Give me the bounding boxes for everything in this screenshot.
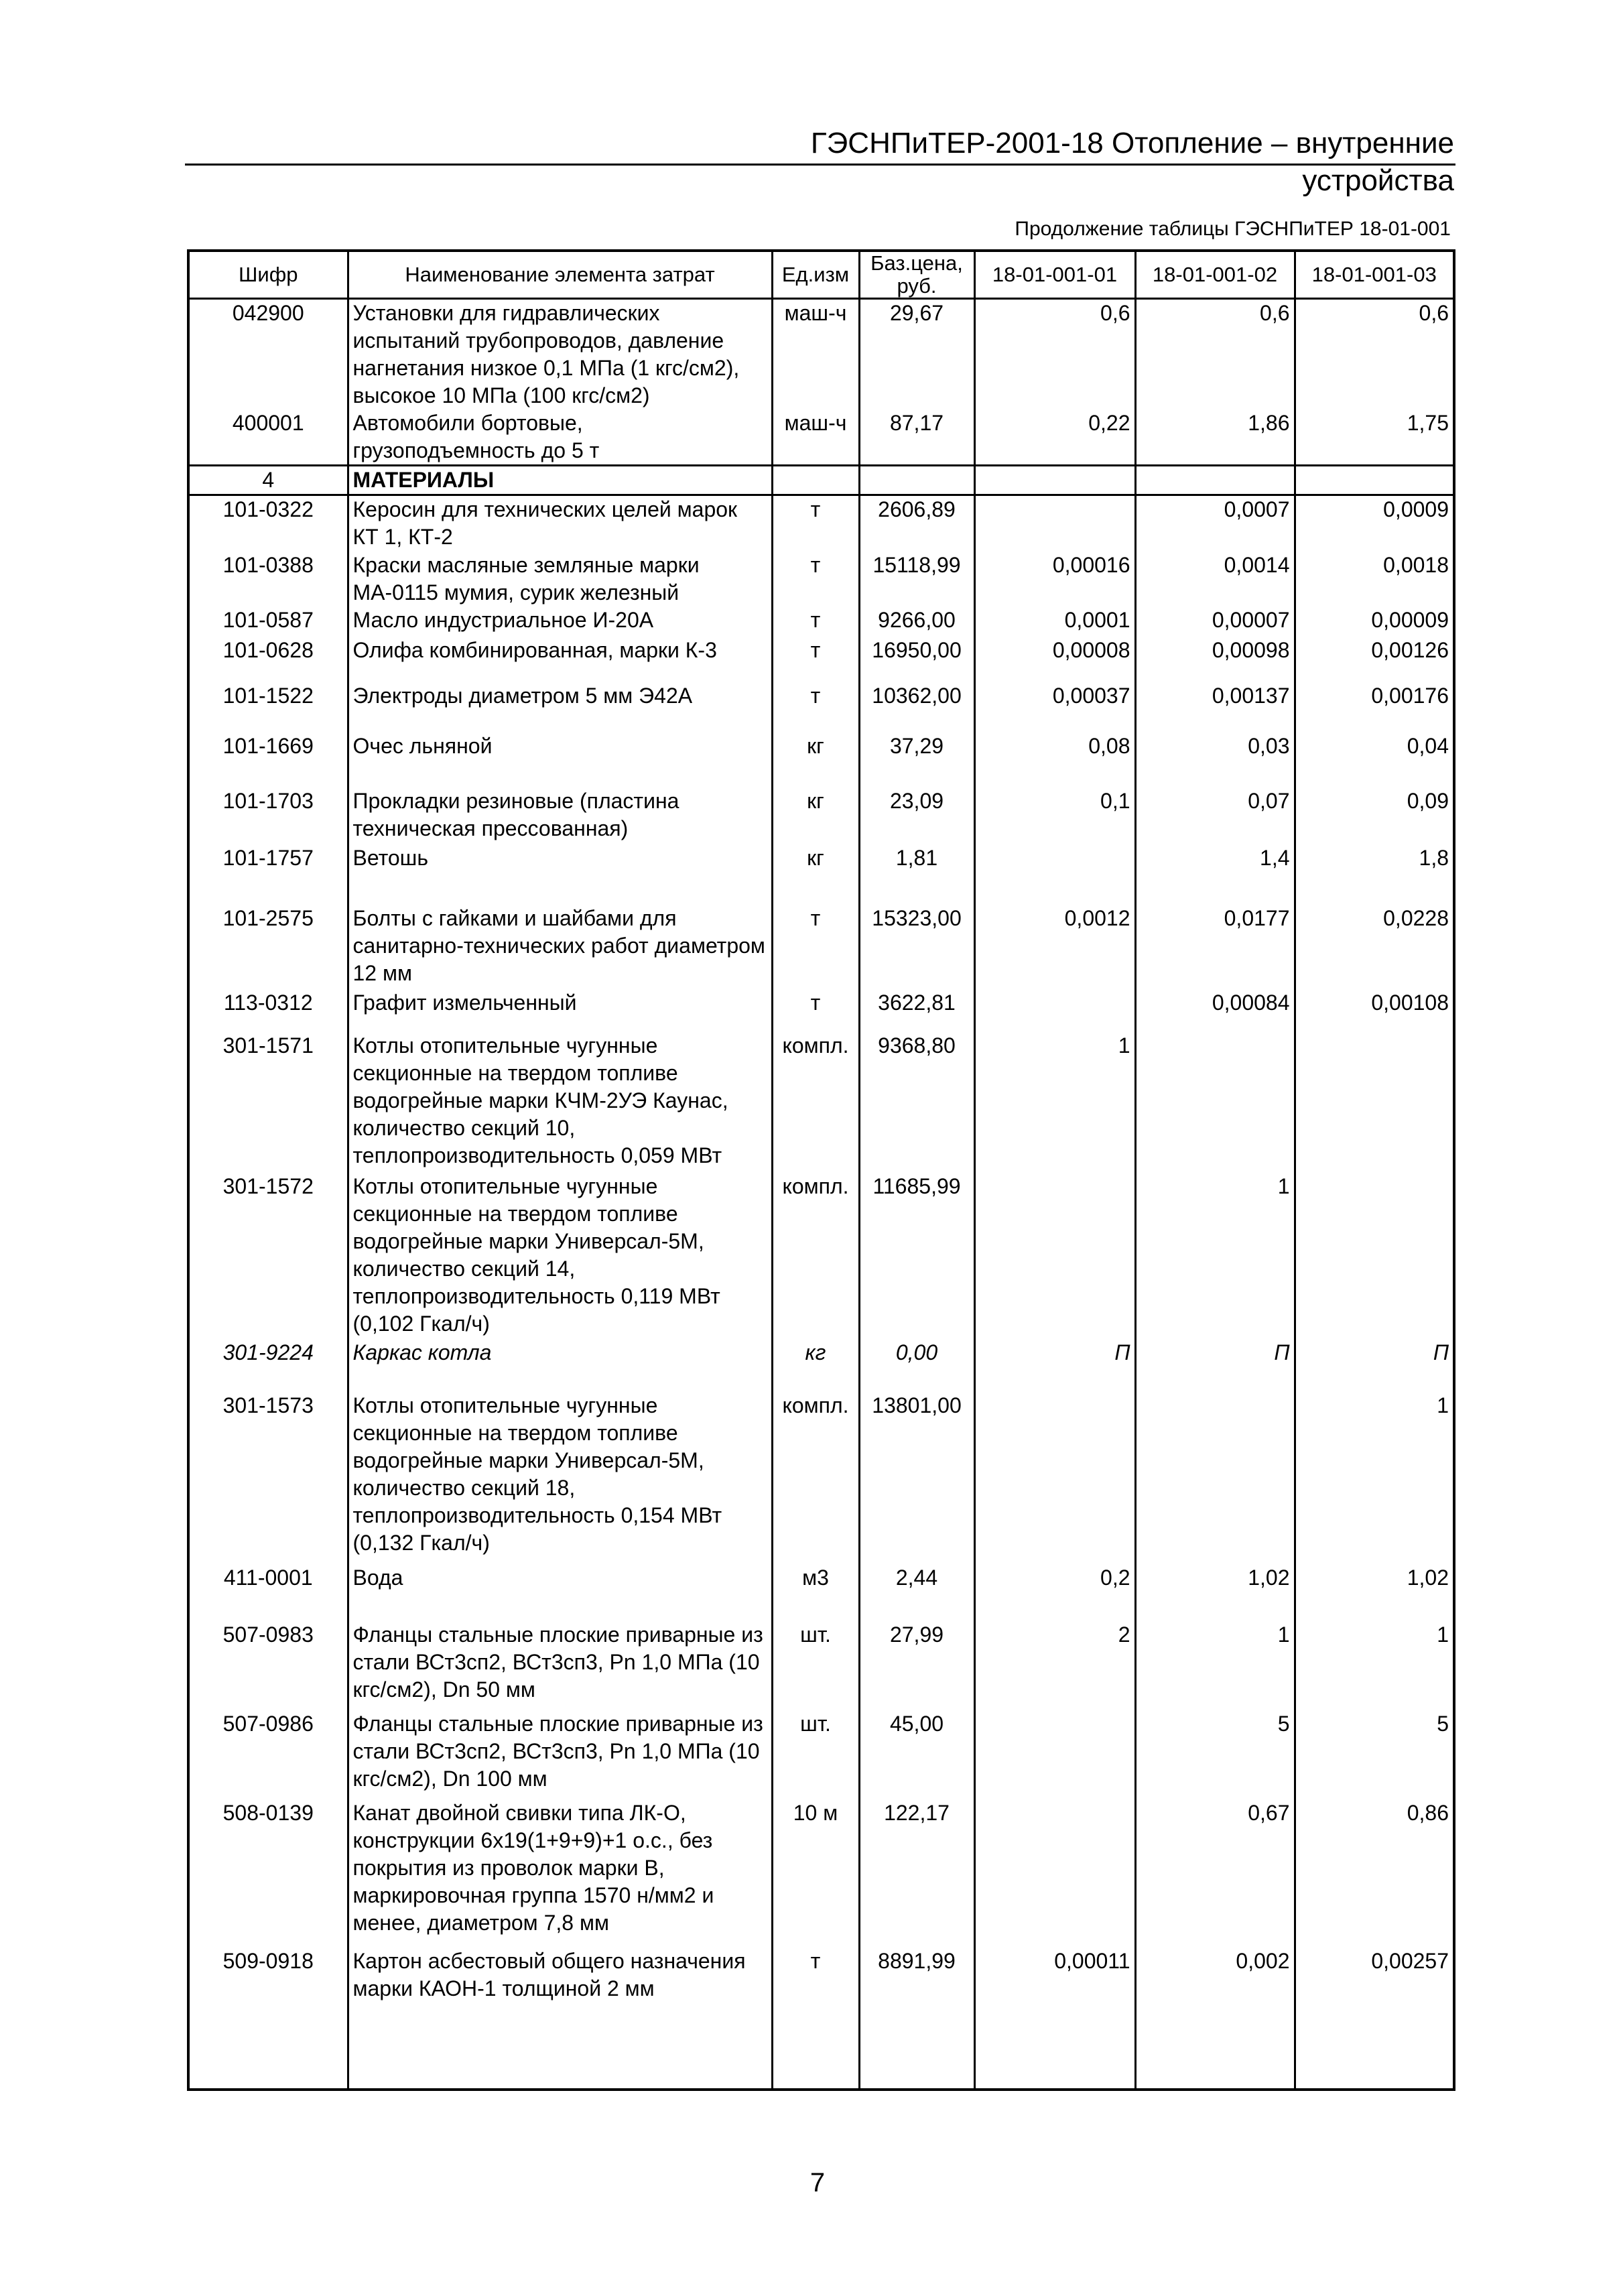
table-header-row <box>188 251 1454 299</box>
cell-price: 45,00 <box>859 1710 974 1799</box>
cell-name: Вода <box>348 1564 772 1621</box>
cell-value-c3: 1,8 <box>1295 844 1454 905</box>
cell-value-c1: 1 <box>974 1032 1135 1173</box>
cell-code: 113-0312 <box>188 989 348 1032</box>
cell-name: Фланцы стальные плоские приварные из стали ВСт3сп2, ВСт3сп3, Рn 1,0 МПа (10 кгс/см2), Dn 50 мм <box>348 1621 772 1710</box>
table-row <box>188 682 1454 732</box>
cell-code: 042900 <box>188 299 348 410</box>
cell-name: Автомобили бортовые, грузоподъемность до 5 т <box>348 409 772 466</box>
column-header-price: Баз.цена, руб. <box>859 251 974 299</box>
cell-unit: т <box>772 989 859 1032</box>
cell-unit: м3 <box>772 1564 859 1621</box>
cell-price: 122,17 <box>859 1799 974 1948</box>
cell-value-c1: 0,00016 <box>974 552 1135 607</box>
table-row <box>188 844 1454 905</box>
empty-cell <box>772 2040 859 2090</box>
cell-name: Картон асбестовый общего назначения марки КАОН-1 толщиной 2 мм <box>348 1948 772 2040</box>
cell-code: 301-1571 <box>188 1032 348 1173</box>
empty-cell <box>348 2040 772 2090</box>
cell-price: 2,44 <box>859 1564 974 1621</box>
column-header-c1: 18-01-001-01 <box>974 251 1135 299</box>
cell-name: Котлы отопительные чугунные секционные на твердом топливе водогрейные марки КЧМ-2УЭ Каунас, количество секций 10, теплопроизводительность 0,059 МВт <box>348 1032 772 1173</box>
cell-value-c3 <box>1295 1173 1454 1339</box>
empty-cell <box>859 2040 974 2090</box>
empty-cell <box>1135 2040 1295 2090</box>
cell-code: 400001 <box>188 409 348 466</box>
cell-price: 0,00 <box>859 1339 974 1392</box>
table-row <box>188 495 1454 552</box>
page-number: 7 <box>809 2168 826 2197</box>
cell-value-c3: 0,00257 <box>1295 1948 1454 2040</box>
cell-value-c2: 5 <box>1135 1710 1295 1799</box>
table-row <box>188 1032 1454 1173</box>
cell-name: Графит измельченный <box>348 989 772 1032</box>
table-row <box>188 1339 1454 1392</box>
column-header-unit: Ед.изм <box>772 251 859 299</box>
cell-value-c1: 0,00008 <box>974 637 1135 682</box>
cell-value-c3: 1 <box>1295 1392 1454 1564</box>
cell-price: 29,67 <box>859 299 974 410</box>
cell-value-c2: 1,02 <box>1135 1564 1295 1621</box>
cell-price: 15118,99 <box>859 552 974 607</box>
cell-value-c3: 0,00176 <box>1295 682 1454 732</box>
cost-table <box>187 249 1455 2091</box>
cell-unit: т <box>772 1948 859 2040</box>
cell-value-c2 <box>1135 466 1295 495</box>
cell-name: Краски масляные земляные марки МА-0115 мумия, сурик железный <box>348 552 772 607</box>
cell-code: 101-0587 <box>188 607 348 637</box>
cell-value-c2: П <box>1135 1339 1295 1392</box>
cell-unit: т <box>772 682 859 732</box>
cell-value-c3 <box>1295 1032 1454 1173</box>
cell-value-c3: 1 <box>1295 1621 1454 1710</box>
cell-value-c1: 0,0001 <box>974 607 1135 637</box>
table-continuation-note: Продолжение таблицы ГЭСНПиТЕР 18-01-001 <box>1015 218 1451 240</box>
cell-value-c1: 0,6 <box>974 299 1135 410</box>
cell-name: Установки для гидравлических испытаний трубопроводов, давление нагнетания низкое 0,1 МПа (1 кгс/см2), высокое 10 МПа (100 кгс/см2) <box>348 299 772 410</box>
cell-price: 3622,81 <box>859 989 974 1032</box>
header-rule <box>185 164 1455 166</box>
cell-code: 101-1522 <box>188 682 348 732</box>
cell-unit: маш-ч <box>772 409 859 466</box>
cell-value-c1: 0,22 <box>974 409 1135 466</box>
cell-name: Фланцы стальные плоские приварные из стали ВСт3сп2, ВСт3сп3, Рn 1,0 МПа (10 кгс/см2), Dn 100 мм <box>348 1710 772 1799</box>
cell-value-c1 <box>974 989 1135 1032</box>
cell-unit: т <box>772 552 859 607</box>
cell-value-c2: 0,00007 <box>1135 607 1295 637</box>
cell-unit: кг <box>772 787 859 844</box>
cell-value-c1 <box>974 1392 1135 1564</box>
cell-value-c2: 0,67 <box>1135 1799 1295 1948</box>
cell-unit: т <box>772 607 859 637</box>
cell-price: 8891,99 <box>859 1948 974 2040</box>
cell-unit: маш-ч <box>772 299 859 410</box>
cell-unit: компл. <box>772 1173 859 1339</box>
cell-code: 101-1703 <box>188 787 348 844</box>
cell-name: Масло индустриальное И-20А <box>348 607 772 637</box>
table-body <box>188 299 1454 2090</box>
table-row <box>188 1710 1454 1799</box>
cell-code: 509-0918 <box>188 1948 348 2040</box>
cell-price: 16950,00 <box>859 637 974 682</box>
cell-name: Болты с гайками и шайбами для санитарно-технических работ диаметром 12 мм <box>348 905 772 989</box>
cell-unit: кг <box>772 844 859 905</box>
cell-unit: т <box>772 495 859 552</box>
cell-value-c2: 0,002 <box>1135 1948 1295 2040</box>
table-row <box>188 299 1454 410</box>
cell-value-c3: 1,75 <box>1295 409 1454 466</box>
cell-code: 101-2575 <box>188 905 348 989</box>
table-row <box>188 989 1454 1032</box>
table-row <box>188 466 1454 495</box>
cell-price: 23,09 <box>859 787 974 844</box>
cell-value-c1: 0,00037 <box>974 682 1135 732</box>
table-row <box>188 787 1454 844</box>
cell-name: Каркас котла <box>348 1339 772 1392</box>
cell-code: 101-0322 <box>188 495 348 552</box>
cell-name: Канат двойной свивки типа ЛК-О, конструкции 6x19(1+9+9)+1 о.с., без покрытия из проволок марки В, маркировочная группа 1570 н/мм2 и менее, диаметром 7,8 мм <box>348 1799 772 1948</box>
column-header-c2: 18-01-001-02 <box>1135 251 1295 299</box>
cell-unit: кг <box>772 1339 859 1392</box>
cell-unit <box>772 466 859 495</box>
cell-price: 37,29 <box>859 732 974 787</box>
cell-value-c2: 0,00084 <box>1135 989 1295 1032</box>
cell-value-c3: 0,0228 <box>1295 905 1454 989</box>
cell-code: 101-0388 <box>188 552 348 607</box>
cell-value-c1 <box>974 1710 1135 1799</box>
cell-value-c2: 0,0014 <box>1135 552 1295 607</box>
cell-value-c2: 0,07 <box>1135 787 1295 844</box>
cell-price: 1,81 <box>859 844 974 905</box>
cell-price: 87,17 <box>859 409 974 466</box>
cell-code: 508-0139 <box>188 1799 348 1948</box>
cell-value-c1: П <box>974 1339 1135 1392</box>
cell-value-c2: 0,00098 <box>1135 637 1295 682</box>
table-row <box>188 1948 1454 2040</box>
cell-code: 4 <box>188 466 348 495</box>
cell-value-c2: 0,03 <box>1135 732 1295 787</box>
cell-value-c1 <box>974 495 1135 552</box>
table-row <box>188 905 1454 989</box>
table-filler-row <box>188 2040 1454 2090</box>
cell-name: Олифа комбинированная, марки К-3 <box>348 637 772 682</box>
column-header-name: Наименование элемента затрат <box>348 251 772 299</box>
cell-value-c1: 0,0012 <box>974 905 1135 989</box>
cell-value-c3: 0,86 <box>1295 1799 1454 1948</box>
cell-value-c2: 1 <box>1135 1621 1295 1710</box>
column-header-c3: 18-01-001-03 <box>1295 251 1454 299</box>
cell-value-c1 <box>974 844 1135 905</box>
cell-value-c1: 2 <box>974 1621 1135 1710</box>
cell-unit: шт. <box>772 1621 859 1710</box>
cell-unit: т <box>772 905 859 989</box>
cell-unit: компл. <box>772 1392 859 1564</box>
cell-price: 15323,00 <box>859 905 974 989</box>
cell-value-c3: 0,6 <box>1295 299 1454 410</box>
cell-code: 507-0986 <box>188 1710 348 1799</box>
cell-unit: 10 м <box>772 1799 859 1948</box>
empty-cell <box>974 2040 1135 2090</box>
cell-value-c2: 0,0007 <box>1135 495 1295 552</box>
cell-value-c3: 5 <box>1295 1710 1454 1799</box>
cell-value-c3: 1,02 <box>1295 1564 1454 1621</box>
cell-value-c1: 0,08 <box>974 732 1135 787</box>
table-row <box>188 1564 1454 1621</box>
cell-value-c2 <box>1135 1392 1295 1564</box>
cell-name: Керосин для технических целей марок КТ 1, КТ-2 <box>348 495 772 552</box>
cell-value-c2: 0,6 <box>1135 299 1295 410</box>
empty-cell <box>1295 2040 1454 2090</box>
cell-name: Ветошь <box>348 844 772 905</box>
cell-value-c1 <box>974 1799 1135 1948</box>
column-header-code: Шифр <box>188 251 348 299</box>
cell-unit: кг <box>772 732 859 787</box>
cell-value-c3: П <box>1295 1339 1454 1392</box>
cell-price: 13801,00 <box>859 1392 974 1564</box>
table-row <box>188 1392 1454 1564</box>
table-row <box>188 607 1454 637</box>
table-row <box>188 732 1454 787</box>
cell-value-c3: 0,00108 <box>1295 989 1454 1032</box>
cell-code: 101-1757 <box>188 844 348 905</box>
cell-value-c1: 0,2 <box>974 1564 1135 1621</box>
table-row <box>188 1621 1454 1710</box>
cell-name: МАТЕРИАЛЫ <box>348 466 772 495</box>
table-row <box>188 409 1454 466</box>
cell-value-c3: 0,00009 <box>1295 607 1454 637</box>
cell-code: 101-1669 <box>188 732 348 787</box>
cell-value-c1: 0,00011 <box>974 1948 1135 2040</box>
cell-name: Котлы отопительные чугунные секционные на твердом топливе водогрейные марки Универсал-5М, количество секций 14, теплопроизводительность 0,119 МВт (0,102 Гкал/ч) <box>348 1173 772 1339</box>
cell-name: Электроды диаметром 5 мм Э42А <box>348 682 772 732</box>
empty-cell <box>188 2040 348 2090</box>
cell-value-c2: 1,4 <box>1135 844 1295 905</box>
cell-price: 9368,80 <box>859 1032 974 1173</box>
cell-price: 10362,00 <box>859 682 974 732</box>
cell-value-c3: 0,0009 <box>1295 495 1454 552</box>
cell-code: 101-0628 <box>188 637 348 682</box>
cell-value-c2: 0,00137 <box>1135 682 1295 732</box>
table-row <box>188 637 1454 682</box>
cell-price: 9266,00 <box>859 607 974 637</box>
cell-price: 2606,89 <box>859 495 974 552</box>
cell-code: 301-1572 <box>188 1173 348 1339</box>
cell-price <box>859 466 974 495</box>
cell-code: 507-0983 <box>188 1621 348 1710</box>
cell-value-c3: 0,00126 <box>1295 637 1454 682</box>
table-row <box>188 552 1454 607</box>
cell-unit: компл. <box>772 1032 859 1173</box>
cell-value-c2: 1 <box>1135 1173 1295 1339</box>
cell-price: 27,99 <box>859 1621 974 1710</box>
cell-value-c3: 0,0018 <box>1295 552 1454 607</box>
cell-unit: т <box>772 637 859 682</box>
table-row <box>188 1799 1454 1948</box>
cell-value-c3 <box>1295 466 1454 495</box>
cell-name: Очес льняной <box>348 732 772 787</box>
cell-value-c3: 0,09 <box>1295 787 1454 844</box>
cell-code: 411-0001 <box>188 1564 348 1621</box>
cell-value-c2 <box>1135 1032 1295 1173</box>
cell-value-c1: 0,1 <box>974 787 1135 844</box>
cell-value-c1 <box>974 466 1135 495</box>
cell-value-c2: 1,86 <box>1135 409 1295 466</box>
cell-price: 11685,99 <box>859 1173 974 1339</box>
cell-code: 301-1573 <box>188 1392 348 1564</box>
cell-name: Прокладки резиновые (пластина техническая прессованная) <box>348 787 772 844</box>
cell-value-c1 <box>974 1173 1135 1339</box>
cell-value-c3: 0,04 <box>1295 732 1454 787</box>
cell-name: Котлы отопительные чугунные секционные на твердом топливе водогрейные марки Универсал-5М, количество секций 18, теплопроизводительность 0,154 МВт (0,132 Гкал/ч) <box>348 1392 772 1564</box>
cell-code: 301-9224 <box>188 1339 348 1392</box>
document-header-title: ГЭСНПиТЕР-2001-18 Отопление – внутренние устройства <box>810 127 1454 197</box>
cell-unit: шт. <box>772 1710 859 1799</box>
cell-value-c2: 0,0177 <box>1135 905 1295 989</box>
table-row <box>188 1173 1454 1339</box>
